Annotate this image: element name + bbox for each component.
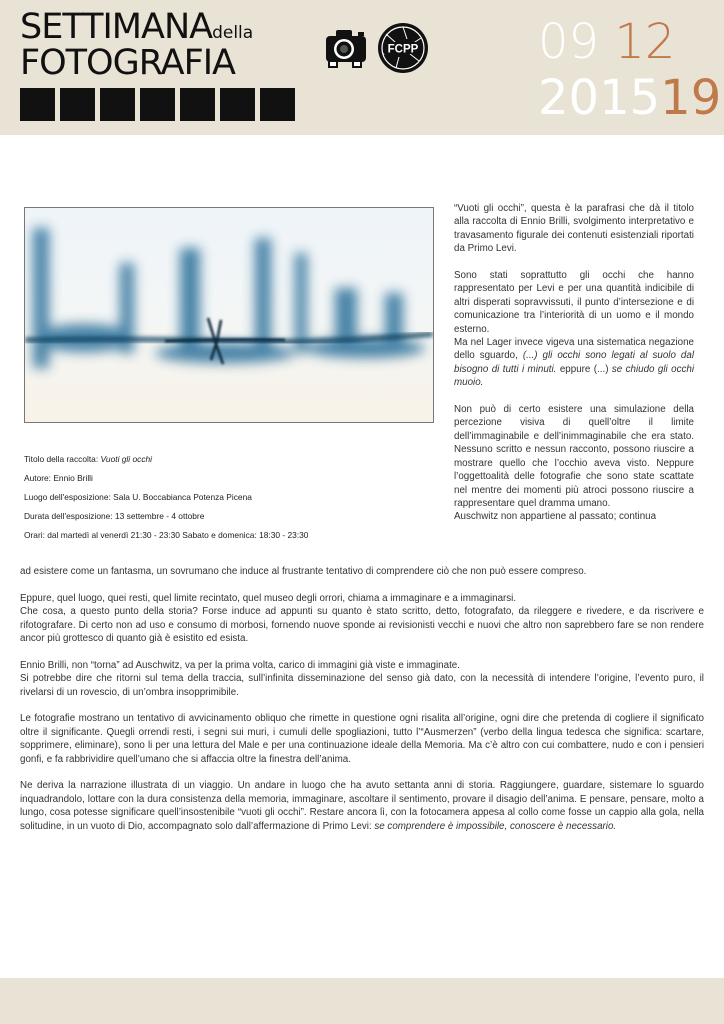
info-title-value: Vuoti gli occhi (100, 454, 153, 464)
info-duration-value: 13 settembre - 4 ottobre (115, 511, 205, 521)
camera-icon (322, 22, 372, 72)
logo-della: della (212, 23, 254, 43)
info-author-row (24, 469, 308, 488)
paragraph: Eppure, quel luogo, quei resti, quel limite recintato, quel museo degli orrori, chiama a immaginare e a immaginarsi. (20, 592, 517, 604)
logo-block (180, 88, 215, 121)
date-month: 19 (660, 70, 722, 126)
info-place-value: Sala U. Boccabianca Potenza Picena (113, 492, 252, 502)
paragraph: Auschwitz non appartiene al passato; continua (454, 511, 657, 523)
logo-block (60, 88, 95, 121)
quote-text: (...) gli occhi sono legati al suolo dal bisogno di tutti i minuti. (454, 350, 695, 375)
fcpp-logo-icon (374, 22, 432, 74)
quote-text: se chiudo gli occhi muoio. (454, 363, 694, 389)
header-band (0, 0, 724, 135)
logo-block (260, 88, 295, 121)
footer-band (0, 978, 724, 1024)
date-top-row (538, 14, 676, 70)
info-hours-value: dal martedì al venerdì 21:30 - 23:30 Sabato e domenica: 18:30 - 23:30 (47, 530, 309, 540)
quote-text: se comprendere è impossibile, conoscere è necessario. (374, 820, 617, 832)
paragraph (454, 336, 694, 390)
info-place-label: Luogo dell'esposizione: (24, 492, 111, 502)
logo-block (100, 88, 135, 121)
paragraph: Sono stati soprattutto gli occhi che hanno rappresentato per Levi e per una quantità indicibile di altri disperati sopravvissuti, il punto d’intersezione e di comunicazione tra l’interiorità di un uomo e il mondo esterno. (454, 270, 694, 335)
date-day-start: 09 (538, 14, 600, 70)
main-body-text (20, 565, 704, 846)
info-title-row (24, 450, 308, 469)
paragraph-text: eppure (...) (559, 363, 609, 375)
date-bottom-row (538, 70, 722, 126)
paragraph-text: Ne deriva la narrazione illustrata di un viaggio. Un andare in luogo che ha avuto settanta anni di storia. Raggiungere, guardare, sistemare lo sguardo inquadrandolo, lottare con la dura consistenza della memoria, immaginare, ascoltare il sentimento, provare il disagio dell’anima. E pensare, pensare, molto a lungo, cosa potesse significare quell’insostenibile “vuoti gli occhi”. Restare ancora lì, con la fotocamera appesa al collo come fosse un cappio alla gola, nella solitudine, in un vuoto di Dio, accompagnato solo dall’affermazione di Primo Levi: (20, 780, 704, 832)
paragraph: Non può di certo esistere una simulazione della percezione visiva di quell’oltre il limite dell’immaginabile e dell’inimmaginabile che era stato. Nessuno scritto e nessun racconto, possono riuscire a mostrare quello che l’occhio aveva visto. Neppure l’oggettoalità delle fotografie che sono state scattate nel mentre dei momenti più atroci possono riuscire a rappresentare quel dramma umano. (454, 404, 694, 509)
paragraph: Si potrebbe dire che ritorni sul tema della traccia, sull’infinita disseminazione del senso già dato, con la necessità di intendere l’origine, l’evento puro, il rivelarsi di un rovescio, di un’ombra insopprimibile. (20, 673, 704, 698)
logo-settimana: SETTIMANA (20, 7, 213, 47)
logo-block (140, 88, 175, 121)
right-column-text (454, 202, 694, 524)
logo-block (20, 88, 55, 121)
date-year: 2015 (538, 70, 661, 126)
fcpp-logo-text: FCPP (387, 43, 419, 56)
info-title-label: Titolo della raccolta: (24, 454, 99, 464)
paragraph: Che cosa, a questo punto della storia? Forse induce ad appunti su quanto è stato scritto, detto, fotografato, da rileggere e rivedere, e da riscrivere e rifotografare. Di certo non ad uso e consumo di morbosi, fornendo nuove sponde ai revisionisti vecchi e nuovi che altro non saprebbero fare se non rendere ancor più grottesco di quanto già è esistito ed esista. (20, 606, 704, 645)
paragraph: Ennio Brilli, non “torna” ad Auschwitz, va per la prima volta, carico di immagini già viste e immaginate. (20, 659, 460, 671)
info-author-label: Autore: (24, 473, 52, 483)
paragraph-text: Ma nel Lager invece vigeva una sistematica negazione dello sguardo, (454, 337, 694, 362)
barbed-wire-photo (24, 207, 434, 423)
exhibition-info (24, 450, 308, 545)
paragraph: “Vuoti gli occhi”, questa è la parafrasi che dà il titolo alla raccolta di Ennio Brilli, svolgimento interpretativo e travasamento figurale dei contenuti esistenziali riportati da Primo Levi. (454, 203, 694, 255)
date-day-end: 12 (614, 14, 676, 70)
info-hours-label: Orari: (24, 530, 45, 540)
info-author-value: Ennio Brilli (53, 473, 93, 483)
logo-block (220, 88, 255, 121)
info-duration-row (24, 507, 308, 526)
info-place-row (24, 488, 308, 507)
info-duration-label: Durata dell'esposizione: (24, 511, 113, 521)
info-hours-row (24, 526, 308, 545)
logo-blocks (20, 88, 295, 121)
paragraph (20, 779, 704, 833)
logo-title-line2: FOTOGRAFIA (20, 43, 235, 83)
paragraph: Le fotografie mostrano un tentativo di avvicinamento obliquo che rimette in questione ogni risalita all’origine, ogni dire che pretenda di cogliere il significato oltre il significante. Quegli orrendi resti, i segni sui muri, i cumuli delle spogliazioni, tutto l’“Ausmerzen” (verbo della lingua tedesca che significa: scartare, sopprimere, eliminare), sono li per una lettura del Male e per una continuazione ideale della Memoria. Ma c’è altro con cui combattere, nudo e con i pensieri gonfi, e fa rabbrividire quell’umano che si affaccia oltre la finestra dell’anima. (20, 713, 704, 765)
paragraph: ad esistere come un fantasma, un sovrumano che induce al frustrante tentativo di comprendere ciò che non può essere compreso. (20, 566, 587, 577)
